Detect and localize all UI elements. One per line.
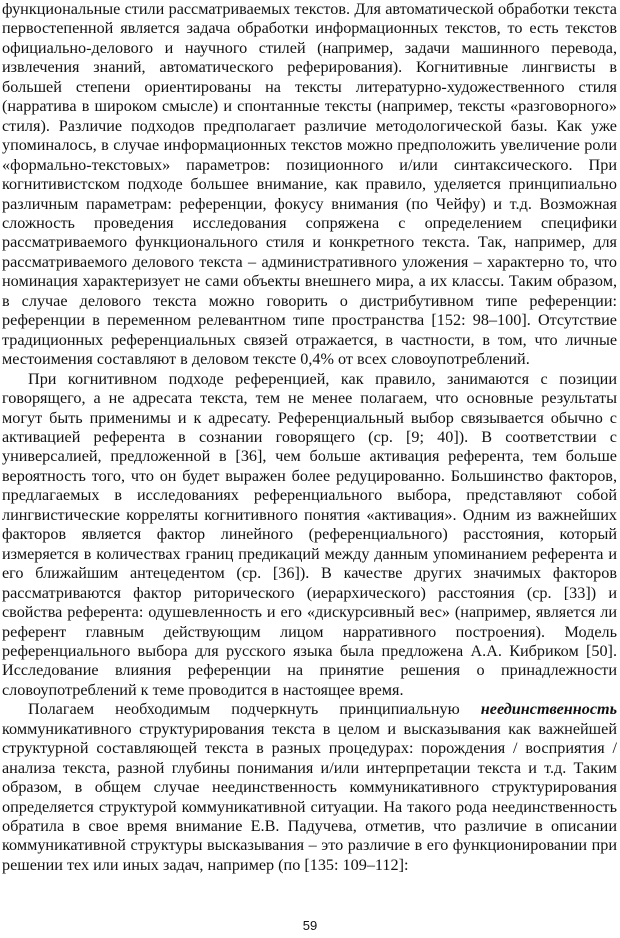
emphasized-term: неединственность <box>480 700 617 719</box>
body-text <box>2 0 617 875</box>
paragraph-3 <box>2 700 617 875</box>
page-number: 59 <box>302 918 318 933</box>
paragraph-3-rest: коммуникативного структурирования текста в целом и высказывания как важнейшей структурной составляющей текста в разных процедурах: порождения / восприятия / анализа текста, разной глубины понимания и/или интерпретации текста и т.д. Таким образом, в общем случае неединственность коммуникативного структурирования определяется структурой коммуникативной ситуации. На такого рода неединственность обратила в свое время внимание Е.В. Падучева, отметив, что различие в описании коммуникативной структуры высказывания – это различие в его функционировании при решении тех или иных задач, например (по [135: 109–112]: <box>2 719 617 874</box>
paragraph-3-lead: Полагаем необходимым подчеркнуть принципиальную <box>28 700 481 719</box>
paragraph-2: При когнитивном подходе референцией, как правило, занимаются с позиции говорящего, а не адресата текста, тем не менее полагаем, что основные результаты могут быть применимы и к адресату. Референциальный выбор связывается обычно с активацией референта в сознании говорящего (ср. [9; 40]). В соответствии с универсалией, предложенной в [36], чем больше активация референта, тем больше вероятность того, что он будет выражен более редуцированно. Большинство факторов, предлагаемых в исследованиях референциального выбора, представляют собой лингвистические корреляты когнитивного понятия «активация». Одним из важнейших факторов является фактор линейного (референциального) расстояния, который измеряется в количествах границ предикаций между данным упоминанием референта и его ближайшим антецедентом (ср. [36]). В качестве других значимых факторов рассматриваются фактор риторического (иерархического) расстояния (ср. [33]) и свойства референта: одушевленность и его «дискурсивный вес» (например, является ли референт главным действующим лицом нарративного построения). Модель референциального выбора для русского языка была предложена А.А. Кибриком [50]. Исследование влияния референции на принятие решения о принадлежности словоупотреблений к теме проводится в настоящее время. <box>2 369 617 699</box>
paragraph-1: функциональные стили рассматриваемых текстов. Для автоматической обработки текста первостепенной является задача обработки информационных текстов, то есть текстов официально-делового и научного стилей (например, задачи машинного перевода, извлечения знаний, автоматического реферирования). Когнитивные лингвисты в большей степени ориентированы на тексты литературно-художественного стиля (нарратива в широком смысле) и спонтанные тексты (например, тексты «разговорного» стиля). Различие подходов предполагает различие методологической базы. Как уже упоминалось, в случае информационных текстов можно предположить увеличение роли «формально-текстовых» параметров: позиционного и/или синтаксического. При когнитивистском подходе большее внимание, как правило, уделяется принципиально различным параметрам: референции, фокусу внимания (по Чейфу) и т.д. Возможная сложность проведения исследования сопряжена с определением специфики рассматриваемого функционального стиля и конкретного текста. Так, например, для рассматриваемого делового текста – административного уложения – характерно то, что номинация характеризует не сами объекты внешнего мира, а их классы. Таким образом, в случае делового текста можно говорить о дистрибутивном типе референции: референции в переменном релевантном типе пространства [152: 98–100]. Отсутствие традиционных референциальных связей отражается, в частности, в том, что личные местоимения составляют в деловом тексте 0,4% от всех словоупотреблений. <box>2 0 617 369</box>
